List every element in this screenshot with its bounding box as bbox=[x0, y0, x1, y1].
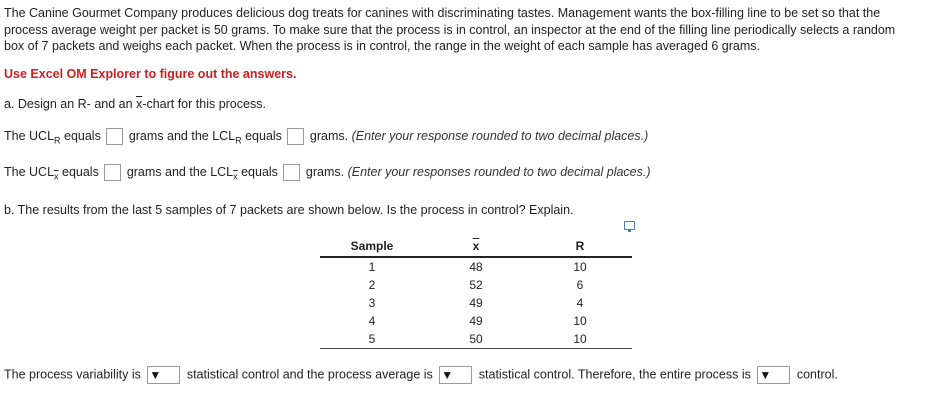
table-row bbox=[320, 276, 632, 294]
cell-r: 10 bbox=[528, 330, 632, 349]
cell-r: 10 bbox=[573, 314, 587, 328]
r-hint: (Enter your response rounded to two decimal places.) bbox=[351, 128, 649, 143]
chevron-down-icon: ▼ bbox=[149, 368, 162, 382]
cell-r: 6 bbox=[576, 278, 584, 292]
x-grams-label: grams. bbox=[305, 164, 345, 179]
cell-xbar: 49 bbox=[469, 314, 483, 328]
r-grams-label: grams. bbox=[309, 128, 349, 143]
table-row bbox=[320, 257, 632, 276]
part-a-prefix: a. Design an R- and an bbox=[4, 97, 137, 111]
average-dropdown[interactable] bbox=[439, 366, 472, 384]
r-chart-line bbox=[4, 128, 648, 145]
ucl-x-equals: equals bbox=[58, 164, 99, 179]
x-hint: (Enter your responses rounded to two decimal places.) bbox=[347, 164, 651, 179]
lcl-r-input[interactable] bbox=[287, 128, 304, 145]
intro-line-1: The Canine Gourmet Company produces delicious dog treats for canines with discriminating tastes. Management wants the box-filling line to be set so that the bbox=[4, 6, 881, 20]
header-xbar: $\overline{x}$ bbox=[424, 236, 528, 257]
ucl-r-equals: equals bbox=[60, 128, 101, 143]
cell-sample: 2 bbox=[368, 278, 376, 292]
control-label: control. bbox=[796, 367, 838, 382]
lcl-x-input[interactable] bbox=[283, 164, 300, 181]
intro-line-3: box of 7 packets and weighs each packet. When the process is in control, the range in the weight of each sample has averaged 6 grams. bbox=[4, 39, 760, 53]
cell-xbar: 50 bbox=[424, 330, 528, 349]
cell-xbar: 48 bbox=[469, 260, 483, 274]
ucl-x-input[interactable] bbox=[104, 164, 121, 181]
entire-process-label: statistical control. Therefore, the entire process is bbox=[478, 367, 751, 382]
ucl-r-subscript: R bbox=[54, 135, 61, 146]
chevron-down-icon: ▼ bbox=[759, 368, 772, 382]
variability-label: The process variability is bbox=[4, 367, 141, 382]
x-chart-line bbox=[4, 164, 651, 181]
problem-statement bbox=[4, 5, 934, 55]
table-row bbox=[320, 330, 632, 349]
part-a-suffix: -chart for this process. bbox=[142, 97, 266, 111]
samples-table bbox=[320, 236, 632, 349]
variability-dropdown[interactable] bbox=[147, 366, 180, 384]
lcl-x-equals: equals bbox=[237, 164, 278, 179]
part-b-heading: b. The results from the last 5 samples of 7 packets are shown below. Is the process in control? Explain. bbox=[4, 203, 574, 217]
table-row bbox=[320, 294, 632, 312]
part-a-xbar: $\overline{x}$ bbox=[136, 97, 143, 111]
lcl-r-equals: equals bbox=[241, 128, 282, 143]
cell-r: 10 bbox=[573, 260, 587, 274]
average-label: statistical control and the process average is bbox=[186, 367, 433, 382]
part-a-heading bbox=[4, 97, 266, 111]
lcl-r-subscript: R bbox=[235, 135, 242, 146]
cell-sample: 5 bbox=[320, 330, 424, 349]
cell-xbar: 49 bbox=[469, 296, 483, 310]
instruction-text: Use Excel OM Explorer to figure out the answers. bbox=[4, 67, 297, 81]
header-r: R bbox=[528, 236, 632, 257]
table-row bbox=[320, 312, 632, 330]
ucl-r-input[interactable] bbox=[106, 128, 123, 145]
cell-r: 4 bbox=[576, 296, 584, 310]
intro-line-2: process average weight per packet is 50 grams. To make sure that the process is in control, an inspector at the end of the filling line periodically selects a random bbox=[4, 22, 896, 37]
entire-process-dropdown[interactable] bbox=[757, 366, 790, 384]
conclusion-line bbox=[4, 366, 838, 384]
cell-xbar: 52 bbox=[469, 278, 483, 292]
ucl-r-label: The UCL bbox=[4, 128, 55, 143]
header-sample: Sample bbox=[320, 236, 424, 257]
ucl-x-subscript: x bbox=[54, 171, 59, 182]
ucl-x-label: The UCL bbox=[4, 164, 55, 179]
copy-icon[interactable] bbox=[624, 221, 635, 230]
cell-sample: 1 bbox=[368, 260, 376, 274]
cell-sample: 3 bbox=[368, 296, 376, 310]
cell-sample: 4 bbox=[368, 314, 376, 328]
table-header-row bbox=[320, 236, 632, 257]
lcl-r-label: grams and the LCL bbox=[128, 128, 236, 143]
chevron-down-icon: ▼ bbox=[441, 368, 454, 382]
lcl-x-subscript: x bbox=[233, 171, 238, 182]
lcl-x-label: grams and the LCL bbox=[126, 164, 234, 179]
